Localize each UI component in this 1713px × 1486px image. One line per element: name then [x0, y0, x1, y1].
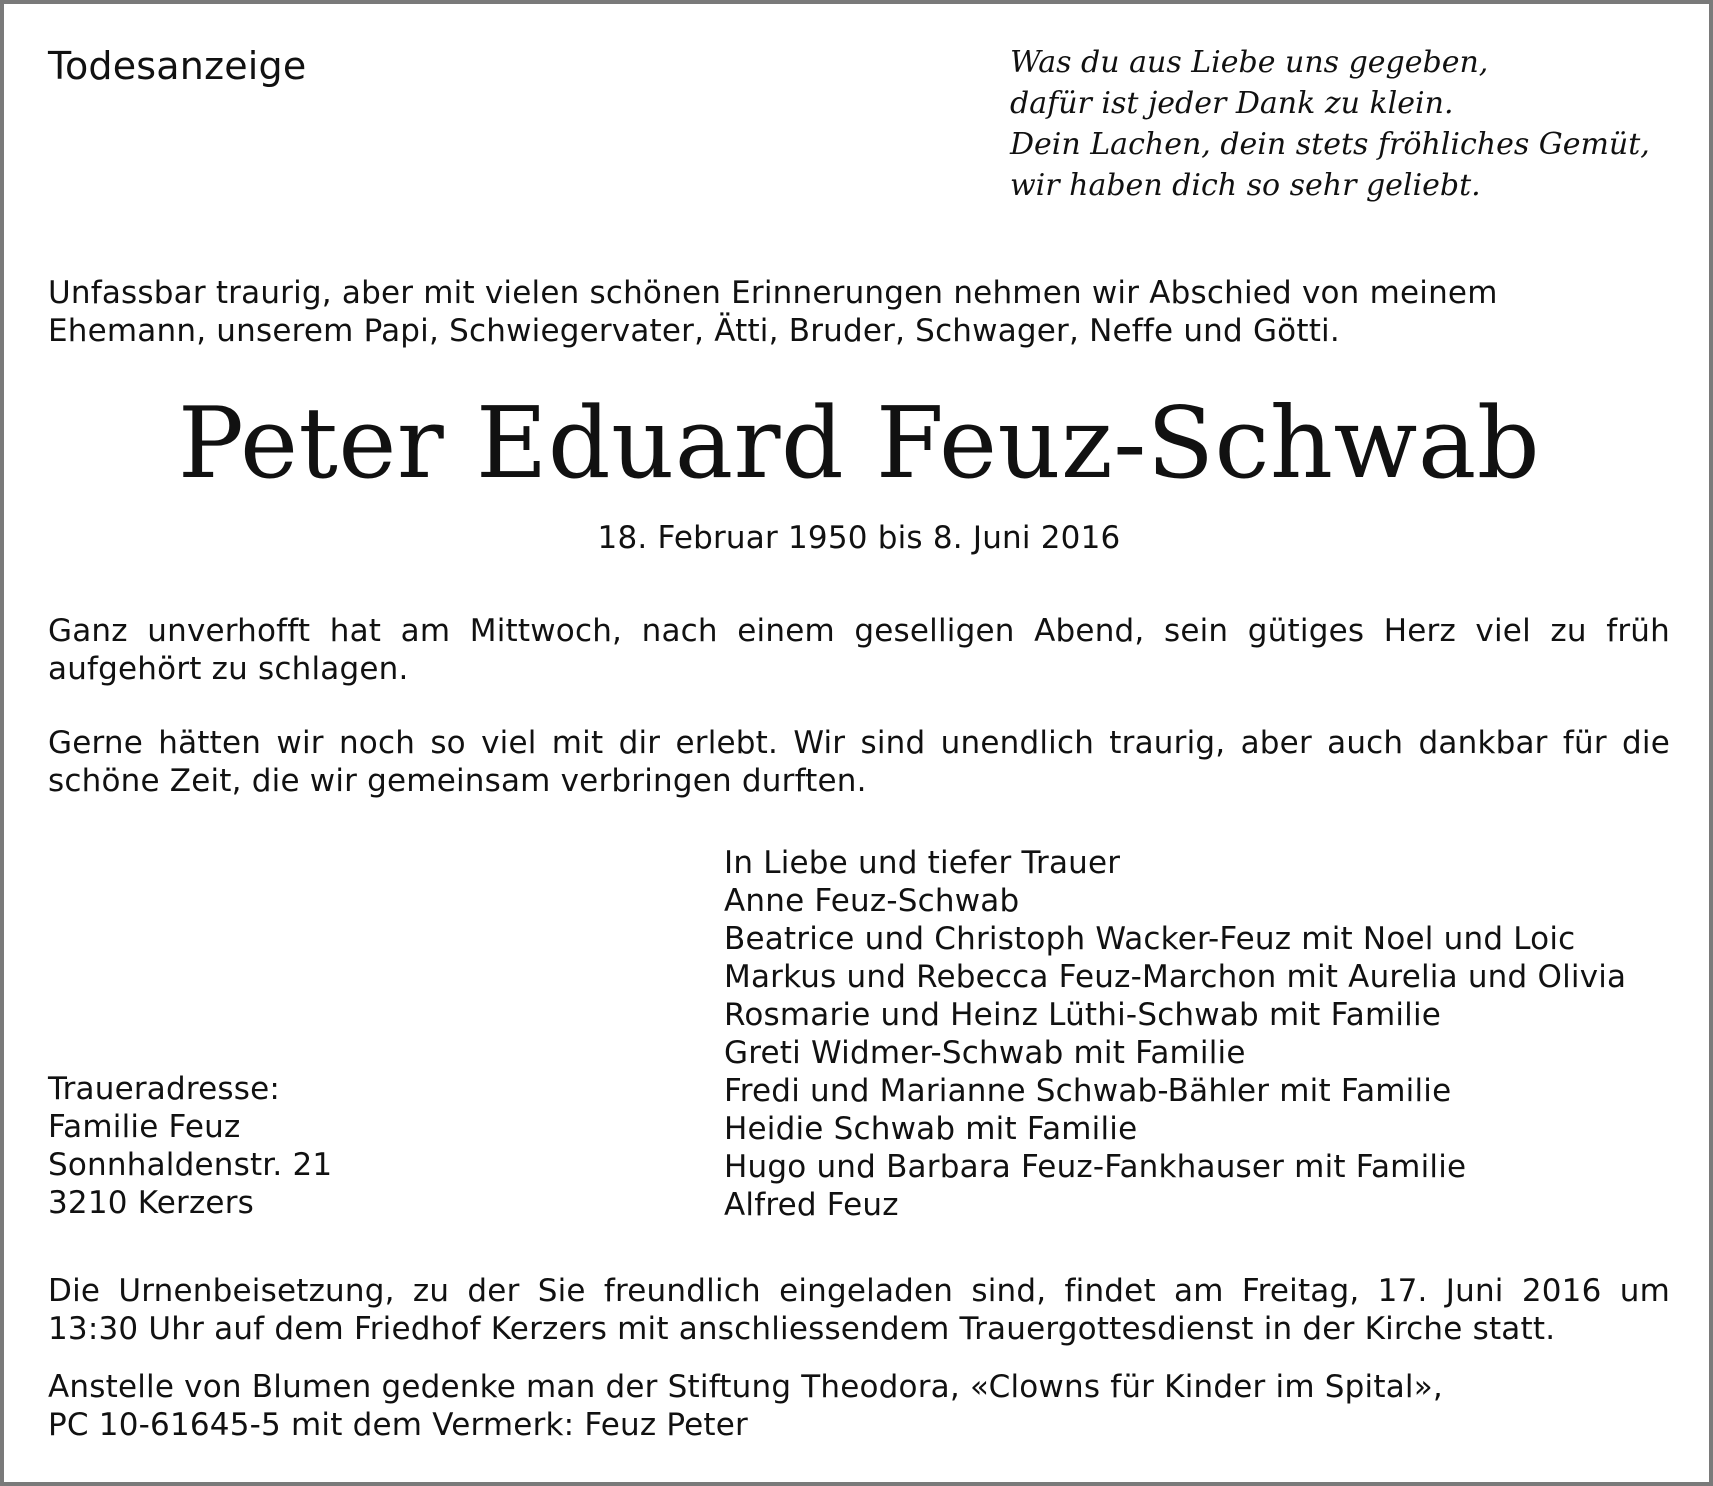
paragraph-line: Die Urnenbeisetzung, zu der Sie freundlich eingeladen sind, findet am Freitag, 17. Juni 2016 um [48, 1273, 1670, 1309]
paragraph-line: PC 10-61645-5 mit dem Vermerk: Feuz Peter [48, 1407, 748, 1443]
deceased-name: Peter Eduard Feuz-Schwab [177, 387, 1541, 501]
mourner-name: Alfred Feuz [724, 1187, 899, 1223]
paragraph-gratitude [48, 724, 1670, 800]
paragraph-burial [48, 1272, 1670, 1348]
paragraph-donation [48, 1368, 1670, 1444]
mourner-name: Markus und Rebecca Feuz-Marchon mit Aurelia und Olivia [724, 959, 1627, 995]
poem-line: Dein Lachen, dein stets fröhliches Gemüt, [1010, 127, 1650, 162]
address-line: Sonnhaldenstr. 21 [48, 1147, 333, 1183]
mourners-line: In Liebe und tiefer Trauer [724, 845, 1121, 881]
paragraph-line: schöne Zeit, die wir gemeinsam verbringen durften. [48, 763, 867, 799]
paragraph-line: Gerne hätten wir noch so viel mit dir erlebt. Wir sind unendlich traurig, aber auch dankbar für die [48, 725, 1670, 761]
mourner-name: Anne Feuz-Schwab [724, 883, 1020, 919]
paragraph-line: 13:30 Uhr auf dem Friedhof Kerzers mit anschliessendem Trauergottesdienst in der Kirche statt. [48, 1311, 1556, 1347]
poem-line: dafür ist jeder Dank zu klein. [1010, 86, 1454, 121]
address-line: 3210 Kerzers [48, 1185, 254, 1221]
mourner-name: Greti Widmer-Schwab mit Familie [724, 1035, 1246, 1071]
mourner-name: Fredi und Marianne Schwab-Bähler mit Familie [724, 1073, 1452, 1109]
paragraph-line: Ganz unverhofft hat am Mittwoch, nach einem geselligen Abend, sein gütiges Herz viel zu früh [48, 613, 1670, 649]
mourner-name: Rosmarie und Heinz Lüthi-Schwab mit Familie [724, 997, 1442, 1033]
address-label: Traueradresse: [48, 1071, 281, 1107]
paragraph-line: Anstelle von Blumen gedenke man der Stiftung Theodora, «Clowns für Kinder im Spital», [48, 1369, 1443, 1405]
poem-line: wir haben dich so sehr geliebt. [1010, 168, 1481, 203]
address-line: Familie Feuz [48, 1109, 241, 1145]
mourner-name: Beatrice und Christoph Wacker-Feuz mit Noel und Loic [724, 921, 1576, 957]
intro-text [48, 274, 1670, 350]
mourner-name: Heidie Schwab mit Familie [724, 1111, 1138, 1147]
obituary-content [48, 4, 1670, 1482]
life-dates: 18. Februar 1950 bis 8. Juni 2016 [597, 520, 1121, 556]
mourning-address [48, 1070, 648, 1222]
paragraph-line: aufgehört zu schlagen. [48, 651, 409, 687]
intro-line: Unfassbar traurig, aber mit vielen schönen Erinnerungen nehmen wir Abschied von meinem [48, 275, 1498, 311]
notice-heading: Todesanzeige [48, 44, 307, 88]
memorial-poem [1010, 42, 1660, 206]
mourners-list [724, 844, 1670, 1224]
paragraph-passing [48, 612, 1670, 688]
poem-line: Was du aus Liebe uns gegeben, [1010, 45, 1489, 80]
intro-line: Ehemann, unserem Papi, Schwiegervater, Ätti, Bruder, Schwager, Neffe und Götti. [48, 313, 1340, 349]
mourner-name: Hugo und Barbara Feuz-Fankhauser mit Familie [724, 1149, 1467, 1185]
